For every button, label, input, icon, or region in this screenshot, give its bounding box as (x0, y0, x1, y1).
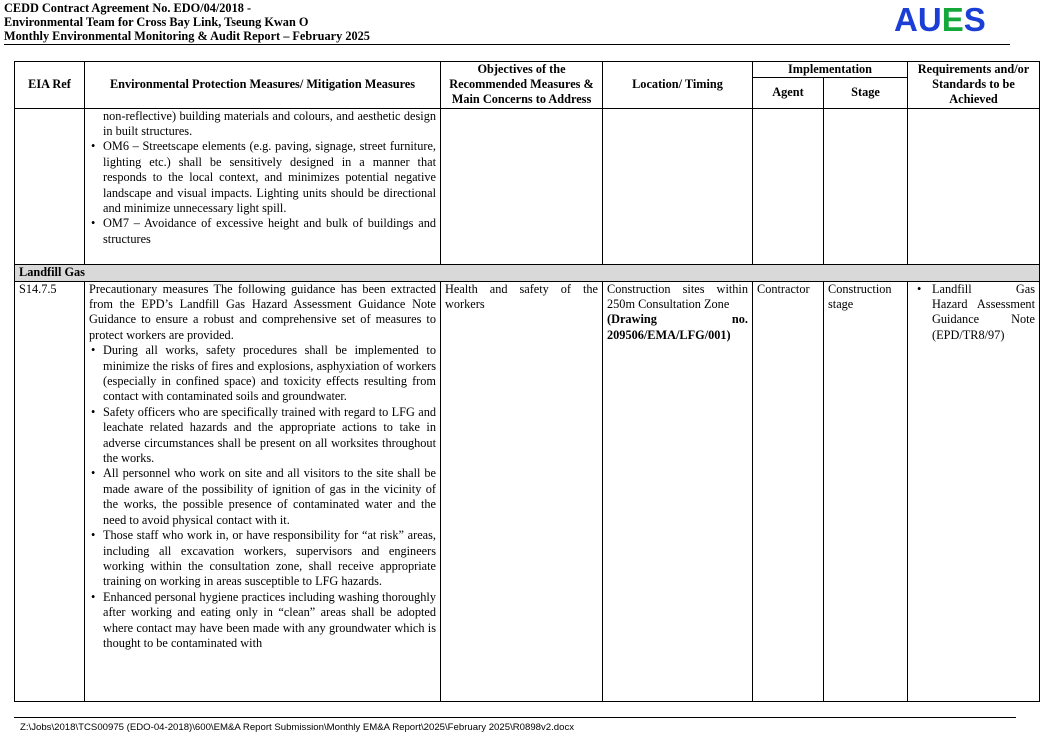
col-header-location: Location/ Timing (603, 62, 753, 109)
col-header-measures: Environmental Protection Measures/ Mitigation Measures (85, 62, 441, 109)
list-item (91, 139, 436, 216)
bullet-text: All personnel who work on site and all visitors to the site shall be made aware of the possibility of ignition of gas in the vicinity of the works, the possible presence of contaminated water and the need to avoid physical contact with it. (103, 466, 436, 527)
cell-empty (441, 108, 603, 264)
section-title: Landfill Gas (15, 264, 1040, 281)
bullet-icon: • (91, 139, 96, 154)
bullet-icon: • (91, 404, 96, 419)
header-divider (4, 44, 1010, 45)
cell-objectives: Health and safety of the workers (441, 281, 603, 701)
col-header-implementation: Implementation (753, 62, 908, 78)
cell-measures-continuation (85, 108, 441, 264)
col-header-eia-ref: EIA Ref (15, 62, 85, 109)
section-row-landfill-gas (15, 264, 1040, 281)
mitigation-measures-table (14, 61, 1040, 702)
table-row-continuation (15, 108, 1040, 264)
aues-logo (894, 1, 986, 39)
header-line-team: Environmental Team for Cross Bay Link, Tseung Kwan O (4, 15, 309, 29)
bullet-text: Those staff who work in, or have responsibility for “at risk” areas, including all excavation workers, supervisors and engineers working within the consultation zone, shall receive appropriate training on working in areas susceptible to LFG hazards. (103, 528, 436, 589)
cell-eia-ref: S14.7.5 (15, 281, 85, 701)
footer-divider (14, 717, 1016, 718)
continuation-bullet-list (89, 139, 436, 247)
list-item (91, 528, 436, 590)
header-line-contract: CEDD Contract Agreement No. EDO/04/2018 - (4, 1, 252, 15)
bullet-icon: • (91, 528, 96, 543)
list-item (91, 404, 436, 467)
cell-empty (908, 108, 1040, 264)
continuation-text: non-reflective) building materials and colours, and aesthetic design in built structures. (103, 108, 436, 139)
logo-letter: A (894, 1, 918, 38)
logo-letter: U (917, 1, 942, 38)
measures-bullet-list (89, 343, 436, 651)
col-header-agent: Agent (753, 78, 824, 108)
cell-eia-ref-empty (15, 108, 85, 264)
list-item (91, 466, 436, 528)
col-header-objectives: Objectives of the Recommended Measures & Main Concerns to Address (441, 62, 603, 109)
measures-clip (89, 282, 436, 701)
requirement-first-line (932, 282, 1035, 297)
requirement-rest: Hazard Assessment Guidance Note (EPD/TR8/97) (932, 297, 1035, 342)
header-line-report: Monthly Environmental Monitoring & Audit Report – February 2025 (4, 29, 370, 43)
bullet-text: OM7 – Avoidance of excessive height and bulk of buildings and structures (103, 216, 436, 246)
col-header-requirements: Requirements and/or Standards to be Achieved (908, 62, 1040, 109)
cell-agent: Contractor (753, 281, 824, 701)
document-header (4, 1, 370, 43)
location-text: Construction sites within 250m Consultation Zone (607, 281, 748, 312)
requirement-word: Gas (1015, 281, 1035, 296)
logo-letter: E (941, 1, 964, 38)
cell-measures (85, 281, 441, 701)
cell-empty (824, 108, 908, 264)
bullet-text: OM6 – Streetscape elements (e.g. paving, signage, street furniture, lighting etc.) shall be sensitively designed in a manner that responds to the local context, and minimizes potential negative landscape and visual impacts. Lighting units should be directional and minimize unnecessary light spill. (103, 139, 436, 216)
bullet-text: Safety officers who are specifically trained with regard to LFG and leachate related hazards and the appropriate actions to take in adverse circumstances shall be present on all worksites throughout the works. (103, 404, 436, 466)
bullet-icon: • (91, 343, 96, 358)
bullet-icon: • (91, 216, 96, 231)
footer-file-path: Z:\Jobs\2018\TCS00975 (EDO-04-2018)\600\EM&A Report Submission\Monthly EM&A Report\2025\February 2025\R0898v2.docx (20, 722, 575, 733)
cell-location (603, 281, 753, 701)
bullet-icon: • (91, 589, 96, 604)
list-item (91, 216, 436, 247)
col-header-stage: Stage (824, 78, 908, 108)
measures-intro: Precautionary measures The following guidance has been extracted from the EPD’s Landfill Gas Hazard Assessment Guidance Note Guidance to ensure a robust and comprehensive set of measures to protect workers are provided. (89, 281, 436, 342)
bullet-icon: • (91, 466, 96, 481)
requirement-text (932, 297, 1035, 343)
list-item (917, 281, 1035, 344)
location-drawing-ref: (Drawing no. 209506/EMA/LFG/001) (607, 312, 748, 342)
requirement-word: Landfill (932, 281, 972, 296)
cell-requirements (908, 281, 1040, 701)
bullet-icon: • (917, 281, 922, 296)
cell-stage: Construction stage (824, 281, 908, 701)
requirements-list (912, 282, 1035, 344)
bullet-text: During all works, safety procedures shall be implemented to minimize the risks of fires and explosions, asphyxiation of workers (especially in confined space) and toxicity effects resulting from contact with contaminated soils and groundwater. (103, 343, 436, 404)
list-item (91, 343, 436, 405)
cell-empty (753, 108, 824, 264)
logo-letter: S (963, 1, 986, 38)
bullet-text: Enhanced personal hygiene practices including washing thoroughly after working and eating only in “clean” areas shall be adopted where contact may have been made with any groundwater which is thought to be contaminated with (103, 589, 436, 650)
list-item (91, 589, 436, 652)
cell-empty (603, 108, 753, 264)
table-row-s14-7-5 (15, 281, 1040, 701)
